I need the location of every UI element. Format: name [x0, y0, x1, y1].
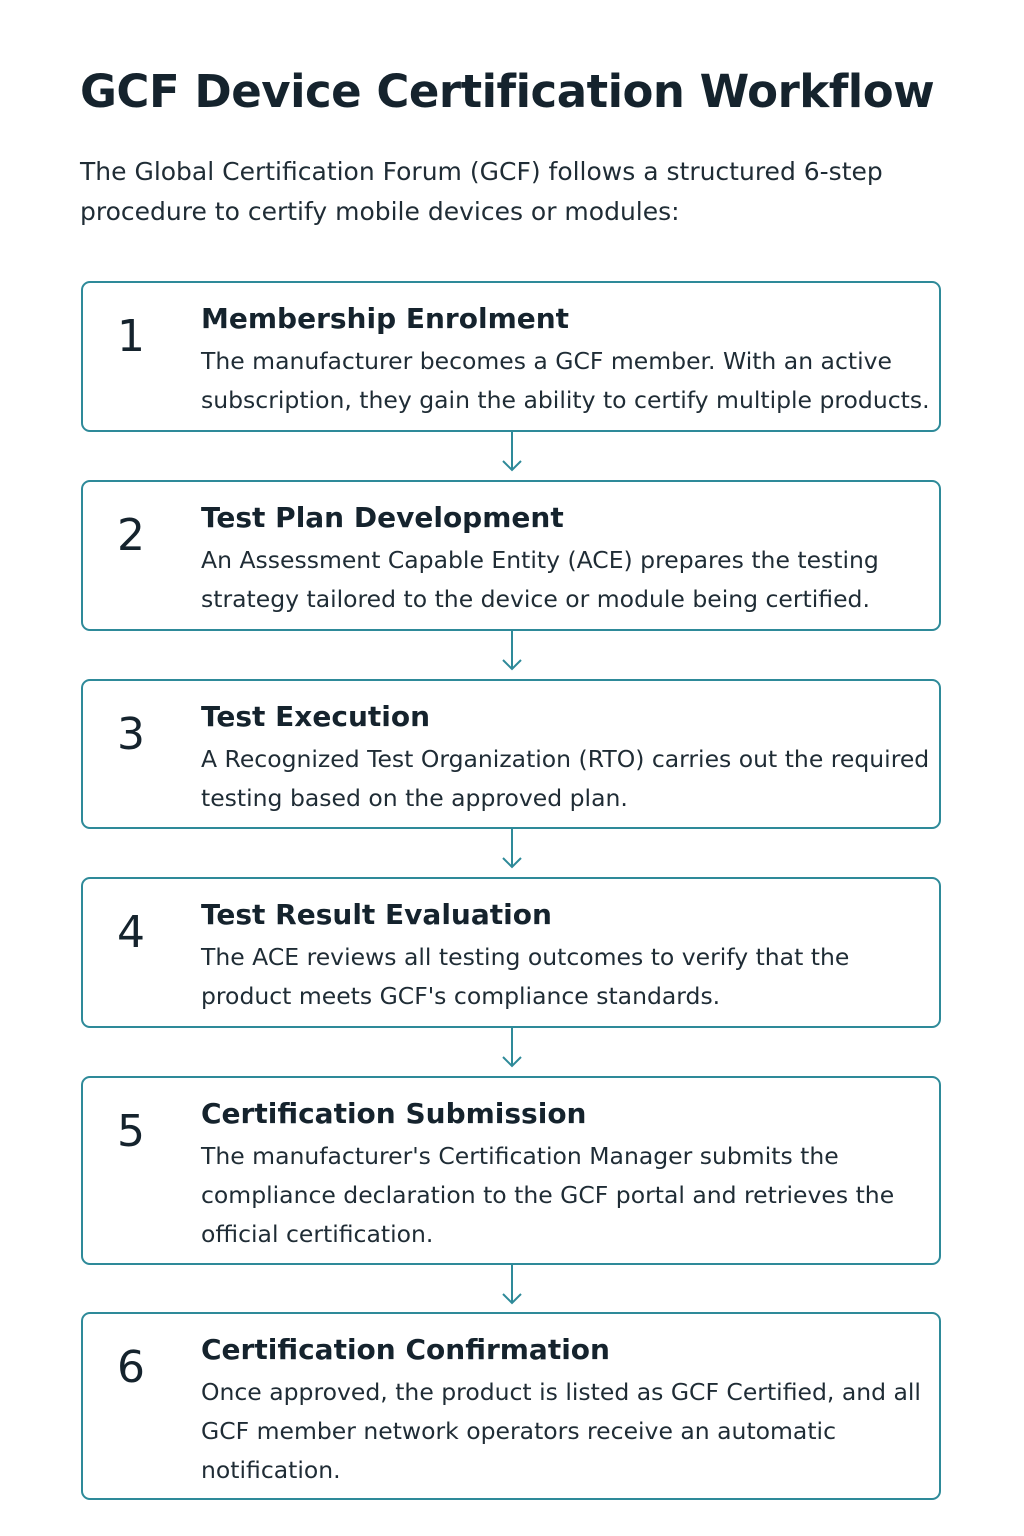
step-number: 3 — [117, 709, 145, 760]
arrow-down-icon — [501, 829, 523, 877]
step-description: The ACE reviews all testing outcomes to verify that the product meets GCF's compliance standards. — [201, 943, 850, 1010]
intro-text: The Global Certification Forum (GCF) follows a structured 6-step procedure to certify mobile devices or modules: — [80, 157, 883, 226]
step-description: An Assessment Capable Entity (ACE) prepares the testing strategy tailored to the device or module being certified. — [201, 546, 879, 613]
arrow-down-icon — [501, 1028, 523, 1076]
step-title: Membership Enrolment — [201, 302, 570, 335]
step-title: Test Plan Development — [201, 501, 564, 534]
step-number: 4 — [117, 907, 145, 958]
step-card — [81, 281, 941, 432]
step-number: 2 — [117, 510, 145, 561]
step-number: 5 — [117, 1106, 145, 1157]
step-number: 1 — [117, 311, 145, 362]
step-description: The manufacturer becomes a GCF member. With an active subscription, they gain the ability to certify multiple products. — [201, 347, 930, 414]
step-description: The manufacturer's Certification Manager submits the compliance declaration to the GCF portal and retrieves the official certification. — [201, 1142, 895, 1248]
arrow-down-icon — [501, 1265, 523, 1312]
arrow-down-icon — [501, 631, 523, 679]
step-title: Certification Confirmation — [201, 1333, 610, 1366]
arrow-down-icon — [501, 432, 523, 480]
step-title: Test Execution — [201, 700, 431, 733]
step-description: Once approved, the product is listed as GCF Certified, and all GCF member network operators receive an automatic notification. — [201, 1378, 921, 1484]
step-number: 6 — [117, 1342, 145, 1393]
step-card — [81, 1312, 941, 1500]
step-title: Test Result Evaluation — [201, 898, 552, 931]
step-description: A Recognized Test Organization (RTO) carries out the required testing based on the approved plan. — [201, 745, 930, 812]
step-card — [81, 679, 941, 829]
step-card — [81, 877, 941, 1028]
page-title: GCF Device Certification Workflow — [80, 65, 935, 118]
step-title: Certification Submission — [201, 1097, 587, 1130]
step-card — [81, 1076, 941, 1265]
step-card — [81, 480, 941, 631]
